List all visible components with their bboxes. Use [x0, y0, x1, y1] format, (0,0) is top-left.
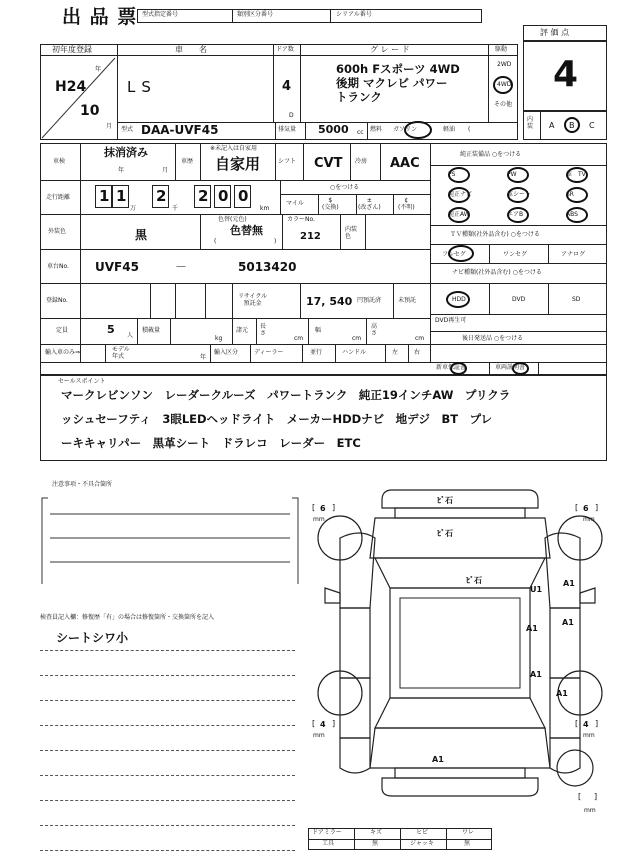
mileage-sen-unit: 千 [172, 205, 179, 212]
history-value: 自家用 [215, 155, 261, 173]
navi-sd: SD [572, 296, 581, 303]
score-value: 4 [553, 54, 579, 95]
navi-hdd: HDD [452, 296, 466, 303]
grade-line-2: 後期 マクレビ パワー [336, 76, 448, 90]
equipment-label: 純正AW [448, 211, 470, 218]
accessory-warranty-circle [450, 362, 467, 375]
damage-mark-chip-3: ﾋﾞ石 [466, 576, 482, 585]
note-line [40, 800, 295, 801]
chassis-prefix: UVF45 [95, 260, 139, 274]
equipment-item [489, 185, 548, 205]
tire-fl-mm: mm [313, 516, 325, 523]
interior-b: B [569, 121, 575, 130]
tire-fr-depth: 6 [583, 504, 589, 513]
accessory-title: 後日発送品 ○をつける [462, 335, 524, 342]
tire-fl-depth: 6 [320, 504, 326, 513]
mileage-km-unit: km [260, 205, 270, 212]
tv-analog: アナログ [561, 251, 586, 258]
mileage-digit: 1 [116, 187, 127, 205]
reg-no-label: 登録No. [46, 297, 68, 304]
interior-c: C [589, 121, 595, 130]
color-no-value: 212 [300, 231, 321, 242]
mileage-circle-note: ○をつける [330, 184, 360, 191]
fuel-other: ( [468, 126, 471, 133]
dvd-label: DVD再生可 [435, 317, 467, 324]
mileage-mile: マイル [286, 200, 304, 207]
drive-label: 駆動 [495, 46, 508, 53]
chassis-number: 5013420 [238, 260, 297, 274]
interior-label: 内装 [527, 116, 534, 131]
inspection-value: 抹消済み [104, 146, 148, 159]
fuel-gasoline-circle [404, 121, 432, 139]
height-cm: cm [415, 335, 425, 342]
equipment-item [489, 165, 548, 185]
equipment-label: PS [448, 171, 456, 178]
equipment-title: 純正装備品 ○をつける [460, 151, 522, 158]
damage-mark-a1-2: A1 [526, 624, 538, 633]
recycle-value: 17, 540 [306, 295, 353, 308]
reg-month-value: 10 [80, 103, 100, 119]
tire-rl-mm: mm [313, 732, 325, 739]
fuel-label: 燃料 [370, 126, 383, 133]
equipment-label: 革 TV [566, 171, 586, 178]
year-unit: 年 [95, 66, 102, 73]
car-name-label: 車 名 [175, 45, 207, 54]
mileage-digit: 0 [218, 187, 229, 205]
mileage-digit-box [152, 185, 169, 208]
tire-rl-depth: 4 [320, 720, 326, 729]
grade-line-1: 600h Fスポーツ 4WD [336, 62, 460, 76]
load-label: 積載量 [142, 327, 161, 334]
reg-era-value: H24 [55, 79, 87, 95]
equipment-item [548, 205, 607, 225]
length-cm: cm [294, 335, 304, 342]
navi-title: ナビ種類(社外品含む) ○をつける [452, 269, 542, 276]
model-year-label: モデル 年式 [112, 346, 130, 361]
notes-title: 注意事項・不具合箇所 [52, 481, 113, 488]
mileage-tampered: ± (改ざん) [358, 197, 381, 212]
damage-mark-a1-3: A1 [562, 618, 574, 627]
import-type-label: 輸入区分 [214, 349, 239, 356]
legend-door-mirror: ドアミラー [312, 829, 342, 836]
capacity-unit: 人 [127, 332, 134, 339]
sales-point-line-2: ッシュセーフティ 3眼LEDヘッドライト メーカーHDDナビ 地デジ BT プレ [61, 412, 493, 426]
equipment-item [430, 205, 489, 225]
fuel-diesel: 軽油 [443, 126, 456, 133]
note-line [40, 775, 295, 776]
exterior-color-label: 外装色 [48, 228, 67, 235]
drive-4wd-circle [493, 76, 513, 94]
tv-fullseg-circle [448, 245, 474, 262]
dims-label: 諸元 [236, 327, 249, 334]
displacement-value: 5000 [318, 123, 349, 136]
tire-rl-bracket: [ [312, 719, 316, 728]
damage-mark-u1: U1 [530, 585, 543, 594]
navi-hdd-circle [446, 291, 470, 308]
width-cm: cm [352, 335, 362, 342]
equipment-item [430, 165, 489, 185]
mileage-label: 走行距離 [46, 194, 71, 201]
legend-tools: 工具 [322, 840, 335, 847]
inspection-year-unit: 年 [118, 167, 125, 174]
grade-label: グ レ ー ド [370, 45, 410, 54]
accessory-manual-circle [512, 362, 529, 375]
handle-left: 左 [392, 349, 399, 356]
equipment-label: PW [507, 171, 517, 178]
mileage-digit-box [112, 185, 129, 208]
legend-break: ワレ [462, 829, 475, 836]
model-label: 型式 [121, 126, 134, 133]
repaint-label: 色替(元色) [218, 216, 247, 223]
chassis-dash: － [175, 260, 188, 274]
ac-label: 冷房 [355, 158, 368, 165]
legend-jack-value: 無 [464, 840, 471, 847]
mileage-unknown: ¢ (不明) [398, 197, 415, 212]
history-note: ※未記入は自家用 [210, 145, 258, 152]
model-year-unit: 年 [200, 354, 207, 361]
inspector-note-label: 検査員記入欄：修復歴「有」の場合は修復箇所・交換箇所を記入 [40, 614, 215, 621]
equipment-item [548, 185, 607, 205]
grade-line-3: トランク [336, 90, 382, 104]
legend-jack: ジャッキ [410, 840, 434, 847]
note-line [40, 750, 295, 751]
interior-a: A [549, 121, 555, 130]
mileage-digit: 2 [198, 187, 209, 205]
navi-dvd: DVD [512, 296, 526, 303]
note-line [40, 825, 295, 826]
tire-fr-bracket: [ [575, 503, 579, 512]
drive-other: その他 [494, 101, 513, 108]
damage-mark-chip-1: ﾋﾞ石 [437, 496, 453, 505]
dim-width: 幅 [315, 327, 322, 334]
equipment-item [430, 185, 489, 205]
displacement-label: 排気量 [278, 126, 297, 133]
spare-tire-icon [557, 750, 593, 786]
equipment-label: SR [566, 191, 574, 198]
import-label: 輸入車のみ⇒ [45, 349, 81, 356]
handle-label: ハンドル [342, 349, 367, 356]
interior-b-circle [564, 117, 580, 133]
import-dealer: ディーラー [254, 349, 284, 356]
equipment-item [548, 165, 607, 185]
mileage-exchanged: $ (交換) [322, 197, 339, 212]
damage-diagram [300, 478, 620, 858]
capacity-value: 5 [107, 323, 115, 336]
first-reg-label: 初年度登録 [52, 45, 92, 54]
recycle-status: 未預託 [398, 297, 417, 304]
damage-mark-a1-1: A1 [563, 579, 575, 588]
type-designation-label: 型式指定番号 [142, 11, 179, 18]
legend-tools-value: 無 [372, 840, 379, 847]
damage-mark-chip-2: ﾋﾞ石 [437, 529, 453, 538]
exterior-color-value: 黒 [135, 228, 148, 242]
load-unit: kg [215, 335, 223, 342]
note-line [40, 700, 295, 701]
ac-value: AAC [390, 156, 420, 171]
tire-fr-mm: mm [583, 516, 595, 523]
equipment-label: ABS [566, 211, 578, 218]
doors-label: ドア数 [276, 46, 294, 53]
capacity-label: 定員 [56, 327, 69, 334]
repaint-value: 色替無 [230, 224, 263, 237]
damage-mark-a1-4: A1 [530, 670, 542, 679]
tv-title: ＴＶ種類(社外品含む) ○をつける [450, 231, 540, 238]
dim-height: 高さ [371, 323, 378, 337]
tire-fl-bracket: [ [312, 503, 316, 512]
legend-crack: ヒビ [416, 829, 429, 836]
serial-header-box [137, 9, 482, 23]
month-unit: 月 [106, 123, 113, 130]
inspection-month-unit: 月 [162, 167, 169, 174]
equipment-label: 革シート [507, 191, 532, 198]
mileage-digit-box [194, 185, 211, 208]
mileage-digit: 0 [238, 187, 249, 205]
cc-unit: cc [357, 129, 364, 136]
mileage-digit: 2 [156, 187, 167, 205]
spare-mm: mm [584, 807, 596, 814]
import-parallel: 並行 [310, 349, 323, 356]
chassis-label: 車台No. [47, 263, 69, 270]
tire-rr-depth: 4 [583, 720, 589, 729]
score-label: 評 価 点 [540, 28, 570, 37]
serial-number-label: シリアル番号 [336, 11, 372, 18]
damage-mark-a1-5: A1 [556, 689, 568, 698]
note-line [40, 675, 295, 676]
interior-color-label: 内装色 [345, 226, 358, 241]
recycle-unit: 円預託済 [357, 297, 382, 304]
drive-2wd: 2WD [497, 61, 512, 68]
mileage-digit: 1 [99, 187, 110, 205]
tire-rr-mm: mm [583, 732, 595, 739]
note-line [40, 850, 295, 851]
note-line [40, 725, 295, 726]
category-number-label: 類別区分番号 [237, 11, 274, 18]
damage-mark-a1-6: A1 [432, 755, 444, 764]
spare-bracket: [ [578, 792, 582, 801]
model-value: DAA-UVF45 [141, 123, 219, 137]
equipment-label: エアB [507, 211, 524, 218]
shift-label: シフト [278, 158, 297, 165]
dim-length: 長さ [260, 323, 267, 337]
doors-value: 4 [282, 79, 292, 94]
sales-point-line-1: マークレビンソン レーダークルーズ パワートランク 純正19インチAW プリクラ [61, 388, 511, 402]
shift-value: CVT [314, 156, 343, 171]
doors-d: D [289, 112, 294, 119]
car-name-value: LS [127, 78, 157, 96]
tv-oneseg: ワンセグ [503, 251, 528, 258]
drive-4wd: 4WD [497, 81, 512, 88]
note-line [40, 650, 295, 651]
tire-rr-bracket: [ [575, 719, 579, 728]
history-label: 車歴 [181, 158, 194, 165]
equipment-item [489, 205, 548, 225]
handle-right: 右 [414, 349, 421, 356]
form-title: 出 品 票 [62, 6, 138, 28]
mileage-digit-box [234, 185, 251, 208]
equipment-label: 純正ナビ [448, 191, 473, 198]
legend-scratch: キズ [370, 829, 382, 836]
mileage-digit-box [214, 185, 231, 208]
sales-points-label: セールスポイント [58, 378, 106, 385]
tv-fullseg: フルセグ [442, 251, 466, 258]
sales-point-line-3: ーキキャリパー 黒革シート ドラレコ レーダー ETC [61, 436, 361, 450]
mileage-man-unit: 万 [130, 205, 137, 212]
accessory-warranty: 新車保証書 [436, 364, 467, 371]
inspection-label: 車検 [53, 158, 66, 165]
mileage-digit-box [95, 185, 112, 208]
color-no-label: カラーNo. [287, 216, 315, 223]
accessory-manual: 車両説明書 [495, 364, 526, 371]
notes-bracket [40, 486, 300, 586]
recycle-label: リサイクル 預託金 [238, 293, 268, 308]
fuel-gasoline: ガソリン [393, 126, 418, 133]
inspector-note-value: シートシワ小 [56, 631, 129, 645]
